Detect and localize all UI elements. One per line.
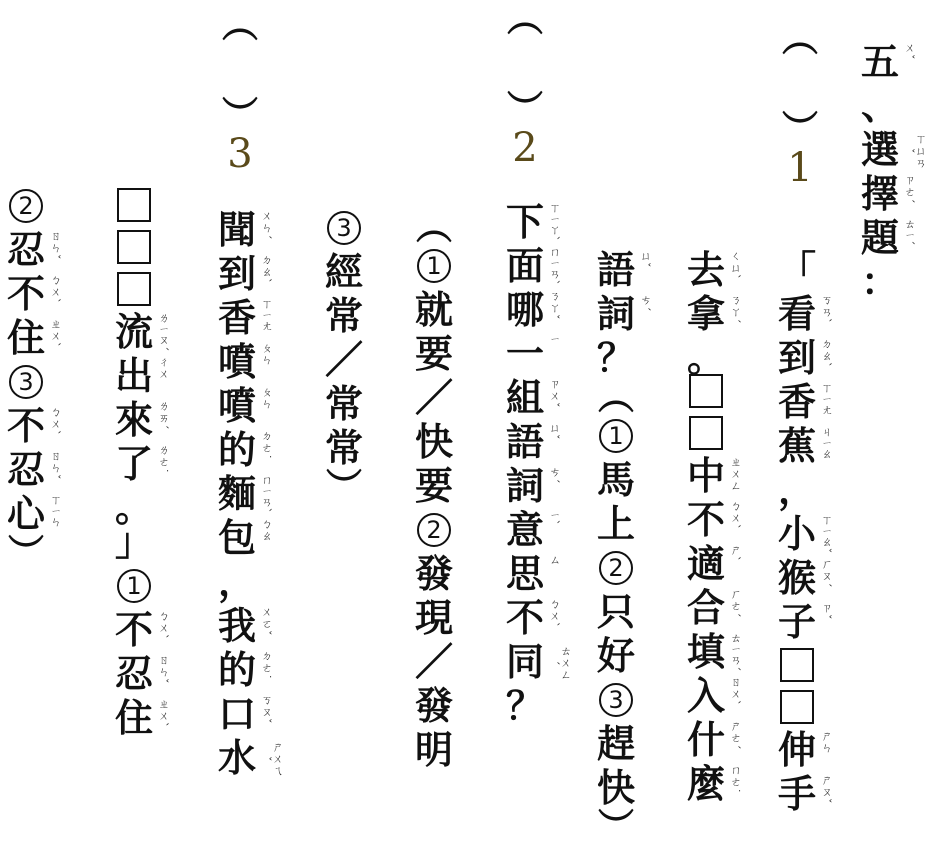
text-char: 的 ㄉㄜ˙ <box>217 647 273 692</box>
text-char: 語 ㄩˇ <box>596 247 652 292</box>
text-char: 適 ㄕˋ <box>686 541 742 586</box>
blank-box[interactable] <box>780 648 814 682</box>
text-char: 合 ㄏㄜˊ <box>686 585 742 630</box>
q1-answer-column <box>778 18 822 191</box>
blank-box[interactable] <box>689 416 723 450</box>
text-char: 伸 ㄕㄣ <box>777 727 833 772</box>
blank-box[interactable] <box>117 272 151 306</box>
option-marker-2[interactable]: 2 <box>599 551 633 585</box>
title-char: 擇 ㄗㄜˊ <box>860 171 916 216</box>
option-char: 不 ㄅㄨˋ <box>114 607 170 652</box>
option-char: 常 <box>324 293 363 338</box>
text-char: 填 ㄊㄧㄢˊ <box>686 629 742 674</box>
options-paren-close: ︶ <box>597 806 634 848</box>
text-char: 詞 ㄘˊ <box>596 291 652 336</box>
option-marker-3[interactable]: 3 <box>599 683 633 717</box>
text-char: 。 <box>686 335 725 380</box>
text-char: 口 ㄎㄡˇ <box>217 691 273 736</box>
option-marker-1[interactable]: 1 <box>599 419 633 453</box>
option-marker-2[interactable]: 2 <box>417 513 451 547</box>
text-char: 噴 ㄆㄣ <box>217 339 273 384</box>
option-char: 只 <box>596 589 635 634</box>
option-char: 好 <box>596 633 635 678</box>
title-char: ： <box>860 259 899 304</box>
text-char: 了 ㄌㄜ˙ <box>114 441 170 486</box>
title-char: 選 ㄒㄩㄢˇ <box>860 127 927 172</box>
q3-line1 <box>215 207 284 780</box>
q1-line2 <box>684 247 742 806</box>
option-char: 發 <box>414 551 453 596</box>
option-char: 不 ㄅㄨˋ <box>6 271 62 316</box>
options-paren-open: ︵ <box>415 206 452 248</box>
text-char: 不 ㄅㄨˋ <box>505 595 561 640</box>
text-char: 出 ㄔㄨ <box>114 353 170 398</box>
text-char: ， <box>217 559 256 604</box>
option-char: 心 ㄒㄧㄣ <box>6 491 62 536</box>
text-char: 看 ㄎㄢˋ <box>777 291 833 336</box>
text-char: 麵 ㄇㄧㄢˋ <box>217 471 273 516</box>
option-char: 常 <box>324 381 363 426</box>
text-char: 香 ㄒㄧㄤ <box>777 379 833 424</box>
text-char: ？ <box>505 683 544 728</box>
option-char: ／ <box>414 375 453 420</box>
text-char: 聞 ㄨㄣˊ <box>217 207 273 252</box>
text-char: 子 ㄗˇ <box>777 599 833 644</box>
q2-options-b <box>322 206 366 508</box>
option-char: 上 <box>596 501 635 546</box>
text-char: ？ <box>596 335 635 380</box>
section-title-column <box>858 39 927 304</box>
option-marker-3[interactable]: 3 <box>327 211 361 245</box>
option-char: 忍 ㄖㄣˇ <box>114 651 170 696</box>
options-paren-open: ︵ <box>597 376 634 418</box>
text-char: 同 ㄊㄨㄥˊ <box>505 639 572 684</box>
option-char: 不 ㄅㄨˋ <box>6 403 62 448</box>
option-char: 忍 ㄖㄣˇ <box>6 447 62 492</box>
q1-line3 <box>594 247 652 848</box>
text-char: 中 ㄓㄨㄥ <box>686 453 742 498</box>
answer-paren-close: ︶ <box>506 88 543 130</box>
text-char: 香 ㄒㄧㄤ <box>217 295 273 340</box>
text-char: 面 ㄇㄧㄢˋ <box>505 243 561 288</box>
text-char: 去 ㄑㄩˋ <box>686 247 742 292</box>
options-paren-close: ︶ <box>325 466 362 508</box>
text-char: 思 ㄙ <box>505 551 561 596</box>
question-number: 1 <box>787 145 813 191</box>
text-char: 哪 ㄋㄚˇ <box>505 287 561 332</box>
blank-box[interactable] <box>117 230 151 264</box>
option-char: 馬 <box>596 457 635 502</box>
options-paren-close: ︶ <box>7 532 44 574</box>
answer-paren-close: ︶ <box>221 94 258 136</box>
text-char: 不 ㄅㄨˋ <box>686 497 742 542</box>
text-char: 來 ㄌㄞˊ <box>114 397 170 442</box>
q3-line2 <box>112 184 170 740</box>
text-char: 一 ㄧ <box>505 331 561 376</box>
option-marker-1[interactable]: 1 <box>117 569 151 603</box>
option-char: 趕 <box>596 721 635 766</box>
text-char: 語 ㄩˇ <box>505 419 561 464</box>
text-char: 什 ㄕㄜˊ <box>686 717 742 762</box>
text-char: 拿 ㄋㄚˊ <box>686 291 742 336</box>
text-char: 下 ㄒㄧㄚˋ <box>505 199 561 244</box>
q2-line1 <box>503 199 572 728</box>
text-char: 「 <box>777 247 816 292</box>
text-char: 詞 ㄘˊ <box>505 463 561 508</box>
text-char: 到 ㄉㄠˋ <box>217 251 273 296</box>
option-char: 忍 ㄖㄣˇ <box>6 227 62 272</box>
q2-answer-column <box>503 2 547 170</box>
option-char: ／ <box>414 639 453 684</box>
q3-answer-column <box>218 4 262 177</box>
text-char: 水 ㄕㄨㄟˇ <box>217 735 284 780</box>
option-marker-3[interactable]: 3 <box>9 365 43 399</box>
text-char: 我 ㄨㄛˇ <box>217 603 273 648</box>
option-char: 發 <box>414 683 453 728</box>
option-char: ／ <box>324 337 363 382</box>
section-number: 五 ㄨˇ <box>860 39 916 84</box>
text-char: 入 ㄖㄨˋ <box>686 673 742 718</box>
option-char: 住 ㄓㄨˋ <box>6 315 62 360</box>
text-char: 麼 ㄇㄜ˙ <box>686 761 742 806</box>
text-char: 」 <box>114 519 153 564</box>
option-char: 常 <box>324 425 363 470</box>
option-char: 就 <box>414 287 453 332</box>
answer-paren-open: ︵ <box>781 18 818 60</box>
title-char: 題 ㄊㄧˊ <box>860 215 916 260</box>
option-char: 住 ㄓㄨˋ <box>114 695 170 740</box>
text-char: 組 ㄗㄨˇ <box>505 375 561 420</box>
text-char: 的 ㄉㄜ˙ <box>217 427 273 472</box>
text-char: ， <box>777 467 816 512</box>
option-char: 明 <box>414 727 453 772</box>
option-char: 要 <box>414 463 453 508</box>
text-char: 猴 ㄏㄡˊ <box>777 555 833 600</box>
text-char: 流 ㄌㄧㄡˊ <box>114 309 170 354</box>
option-marker-2[interactable]: 2 <box>9 189 43 223</box>
q2-options-a <box>412 206 456 772</box>
q3-options <box>4 184 62 574</box>
section-punct: 、 <box>860 83 899 128</box>
text-char: 小 ㄒㄧㄠˇ <box>777 511 833 556</box>
answer-paren-open: ︵ <box>506 0 543 40</box>
option-char: 要 <box>414 331 453 376</box>
option-char: 經 <box>324 249 363 294</box>
text-char: 到 ㄉㄠˋ <box>777 335 833 380</box>
text-char: 蕉 ㄐㄧㄠ <box>777 423 833 468</box>
text-char: 包 ㄅㄠ <box>217 515 273 560</box>
answer-paren-open: ︵ <box>221 4 258 46</box>
text-char: 噴 ㄆㄣ <box>217 383 273 428</box>
text-char: 手 ㄕㄡˇ <box>777 771 833 816</box>
question-number: 3 <box>227 131 253 177</box>
blank-box[interactable] <box>117 188 151 222</box>
text-char: 。 <box>114 485 153 530</box>
question-number: 2 <box>512 125 538 171</box>
option-char: 快 <box>596 765 635 810</box>
answer-paren-close: ︶ <box>781 108 818 150</box>
option-char: 快 <box>414 419 453 464</box>
option-char: 現 <box>414 595 453 640</box>
option-marker-1[interactable]: 1 <box>417 249 451 283</box>
blank-box[interactable] <box>780 690 814 724</box>
text-char: 意 ㄧˋ <box>505 507 561 552</box>
q1-line1 <box>775 247 833 816</box>
